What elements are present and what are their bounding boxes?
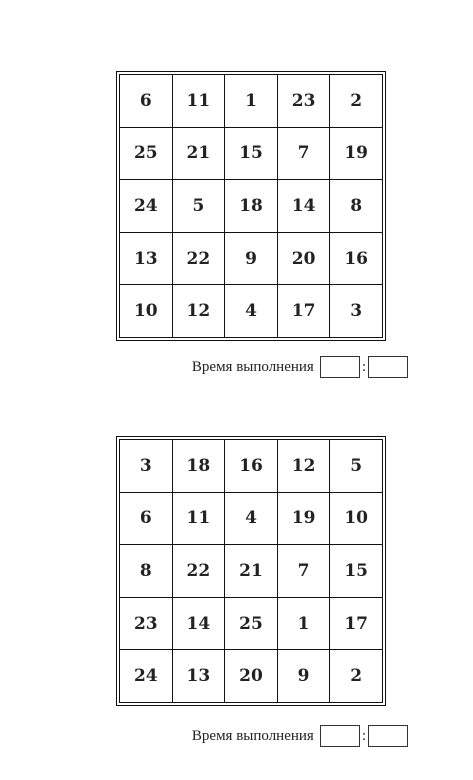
grid-cell[interactable]: 18	[225, 180, 278, 233]
number-grid	[119, 439, 383, 703]
grid-cell[interactable]: 8	[330, 180, 383, 233]
grid-cell[interactable]: 19	[277, 492, 330, 545]
grid-cell[interactable]: 20	[225, 650, 278, 703]
completion-time-row-1	[160, 354, 408, 380]
grid-row	[120, 232, 383, 285]
grid-cell[interactable]: 4	[225, 285, 278, 338]
grid-cell[interactable]: 22	[172, 545, 225, 598]
grid-cell[interactable]: 17	[277, 285, 330, 338]
grid-cell[interactable]: 14	[172, 597, 225, 650]
grid-row	[120, 180, 383, 233]
grid-row	[120, 545, 383, 598]
schulte-table-2	[116, 436, 386, 706]
grid-row	[120, 285, 383, 338]
grid-cell[interactable]: 2	[330, 75, 383, 128]
grid-row	[120, 127, 383, 180]
grid-cell[interactable]: 18	[172, 440, 225, 493]
grid-cell[interactable]: 10	[330, 492, 383, 545]
grid-cell[interactable]: 13	[172, 650, 225, 703]
grid-cell[interactable]: 7	[277, 127, 330, 180]
grid-cell[interactable]: 21	[225, 545, 278, 598]
grid-cell[interactable]: 19	[330, 127, 383, 180]
grid-row	[120, 492, 383, 545]
grid-cell[interactable]: 3	[120, 440, 173, 493]
grid-cell[interactable]: 1	[277, 597, 330, 650]
seconds-box[interactable]	[368, 725, 408, 747]
grid-cell[interactable]: 11	[172, 492, 225, 545]
grid-cell[interactable]: 25	[120, 127, 173, 180]
grid-cell[interactable]: 9	[225, 232, 278, 285]
grid-cell[interactable]: 15	[330, 545, 383, 598]
grid-row	[120, 440, 383, 493]
grid-row	[120, 75, 383, 128]
time-separator: :	[361, 358, 366, 375]
minutes-box[interactable]	[320, 725, 360, 747]
grid-cell[interactable]: 13	[120, 232, 173, 285]
minutes-box[interactable]	[320, 356, 360, 378]
grid-cell[interactable]: 21	[172, 127, 225, 180]
grid-cell[interactable]: 2	[330, 650, 383, 703]
grid-cell[interactable]: 6	[120, 75, 173, 128]
grid-cell[interactable]: 16	[330, 232, 383, 285]
grid-cell[interactable]: 3	[330, 285, 383, 338]
grid-cell[interactable]: 17	[330, 597, 383, 650]
grid-cell[interactable]: 5	[330, 440, 383, 493]
grid-cell[interactable]: 25	[225, 597, 278, 650]
grid-cell[interactable]: 16	[225, 440, 278, 493]
completion-time-label: Время выполнения	[191, 358, 314, 375]
completion-time-label: Время выполнения	[191, 727, 314, 744]
grid-cell[interactable]: 8	[120, 545, 173, 598]
grid-cell[interactable]: 15	[225, 127, 278, 180]
seconds-box[interactable]	[368, 356, 408, 378]
grid-cell[interactable]: 5	[172, 180, 225, 233]
grid-row	[120, 597, 383, 650]
number-grid	[119, 74, 383, 338]
grid-cell[interactable]: 12	[172, 285, 225, 338]
grid-row	[120, 650, 383, 703]
grid-cell[interactable]: 1	[225, 75, 278, 128]
grid-cell[interactable]: 4	[225, 492, 278, 545]
grid-cell[interactable]: 23	[277, 75, 330, 128]
grid-cell[interactable]: 20	[277, 232, 330, 285]
grid-cell[interactable]: 6	[120, 492, 173, 545]
grid-cell[interactable]: 12	[277, 440, 330, 493]
grid-cell[interactable]: 10	[120, 285, 173, 338]
completion-time-row-2	[160, 723, 408, 749]
grid-cell[interactable]: 24	[120, 650, 173, 703]
grid-cell[interactable]: 22	[172, 232, 225, 285]
grid-cell[interactable]: 9	[277, 650, 330, 703]
grid-cell[interactable]: 7	[277, 545, 330, 598]
time-separator: :	[361, 727, 366, 744]
grid-cell[interactable]: 14	[277, 180, 330, 233]
grid-cell[interactable]: 23	[120, 597, 173, 650]
grid-cell[interactable]: 24	[120, 180, 173, 233]
schulte-table-1	[116, 71, 386, 341]
grid-cell[interactable]: 11	[172, 75, 225, 128]
